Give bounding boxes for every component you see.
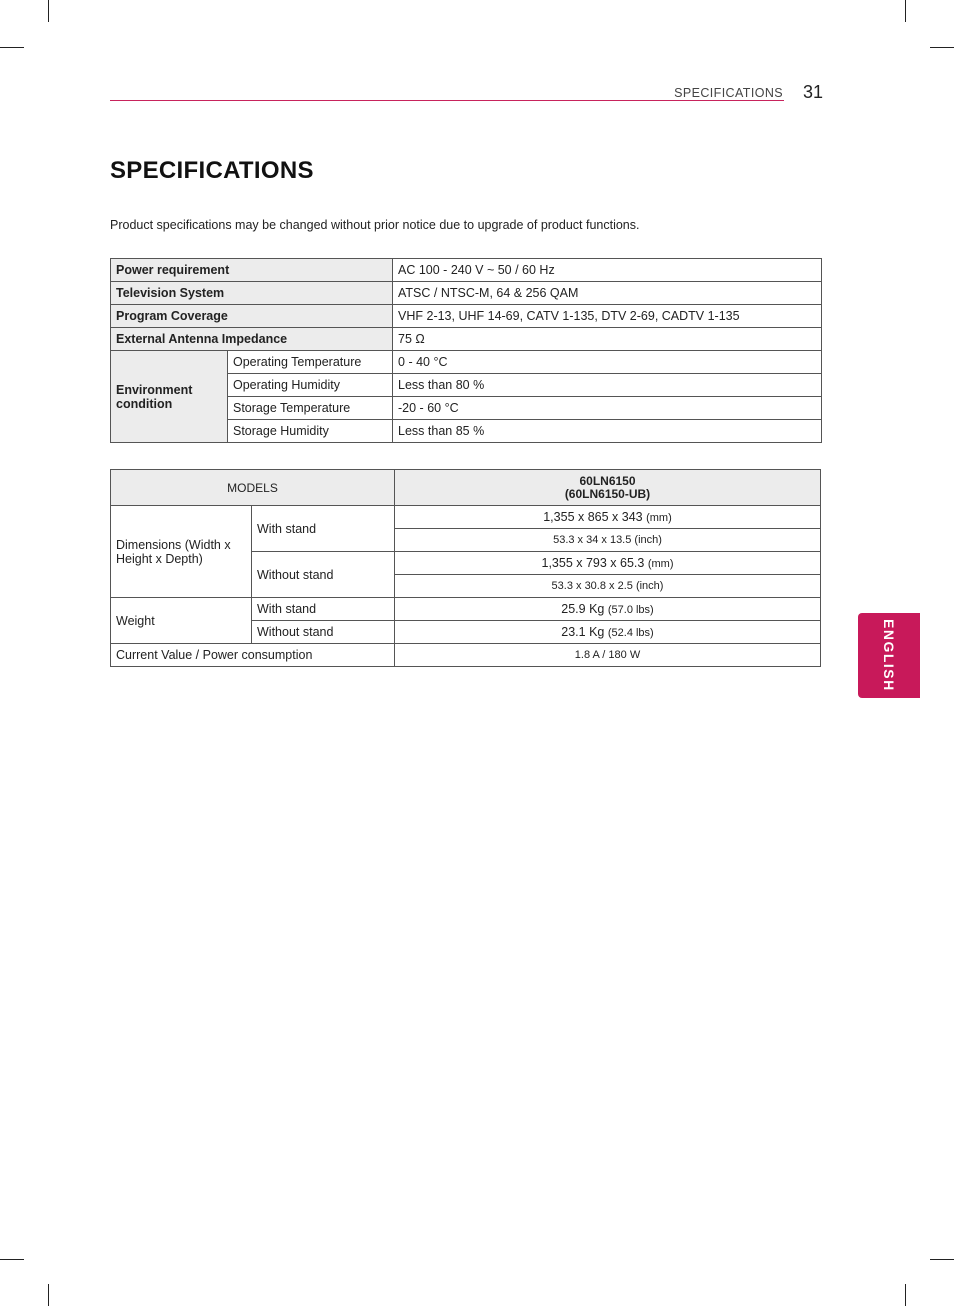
- model-name-header: [395, 470, 821, 506]
- crop-mark: [905, 1284, 906, 1306]
- dimensions-with-stand-mm: [395, 506, 821, 529]
- antenna-impedance-value: 75 Ω: [393, 328, 822, 351]
- crop-mark: [0, 47, 24, 48]
- header-section-label: SPECIFICATIONS: [674, 86, 783, 100]
- dimensions-value: 1,355 x 865 x 343: [543, 510, 643, 524]
- dimensions-label: Dimensions (Width x Height x Depth): [111, 506, 252, 598]
- without-stand-label: Without stand: [252, 552, 395, 598]
- crop-mark: [905, 0, 906, 22]
- weight-without-stand: [395, 621, 821, 644]
- environment-condition-label: [111, 351, 228, 443]
- weight-label: Weight: [111, 598, 252, 644]
- power-requirement-value: AC 100 - 240 V ~ 50 / 60 Hz: [393, 259, 822, 282]
- intro-text: Product specifications may be changed without prior notice due to upgrade of product functions.: [110, 218, 640, 232]
- table-row: [111, 259, 822, 282]
- models-header: MODELS: [111, 470, 395, 506]
- table-row: [111, 644, 821, 667]
- weight-with-stand: [395, 598, 821, 621]
- header-rule: [110, 100, 784, 101]
- table-row: [111, 506, 821, 529]
- env-label: Operating Humidity: [228, 374, 393, 397]
- crop-mark: [930, 1259, 954, 1260]
- dimensions-without-stand-mm: [395, 552, 821, 575]
- weight-lbs: (52.4 lbs): [607, 627, 654, 639]
- crop-mark: [48, 1284, 49, 1306]
- table-row: [111, 328, 822, 351]
- weight-lbs: (57.0 lbs): [607, 604, 654, 616]
- table-row: [111, 470, 821, 506]
- power-consumption-label: Current Value / Power consumption: [111, 644, 395, 667]
- env-value: -20 - 60 °C: [393, 397, 822, 420]
- crop-mark: [930, 47, 954, 48]
- model-name: 60LN6150: [579, 473, 636, 488]
- power-requirement-label: Power requirement: [111, 259, 393, 282]
- crop-mark: [48, 0, 49, 22]
- env-label: Storage Humidity: [228, 420, 393, 443]
- program-coverage-value: VHF 2-13, UHF 14-69, CATV 1-135, DTV 2-69, CADTV 1-135: [393, 305, 822, 328]
- env-label: Operating Temperature: [228, 351, 393, 374]
- unit-label: (mm): [647, 558, 674, 570]
- language-tab: [858, 613, 920, 698]
- weight-value: 25.9 Kg: [561, 602, 605, 616]
- table-row: [111, 305, 822, 328]
- page-number: 31: [803, 82, 824, 102]
- dimensions-without-stand-inch: 53.3 x 30.8 x 2.5 (inch): [395, 575, 821, 598]
- page-title: SPECIFICATIONS: [110, 157, 314, 184]
- program-coverage-label: Program Coverage: [111, 305, 393, 328]
- environment-label-line: Environment: [116, 382, 193, 397]
- spec-table: [110, 258, 822, 443]
- table-row: [111, 351, 822, 374]
- env-value: 0 - 40 °C: [393, 351, 822, 374]
- table-row: [111, 598, 821, 621]
- antenna-impedance-label: External Antenna Impedance: [111, 328, 393, 351]
- crop-mark: [0, 1259, 24, 1260]
- table-row: [111, 282, 822, 305]
- television-system-value: ATSC / NTSC-M, 64 & 256 QAM: [393, 282, 822, 305]
- weight-value: 23.1 Kg: [561, 625, 605, 639]
- language-tab-label: ENGLISH: [881, 619, 897, 692]
- environment-label-line: condition: [116, 396, 173, 411]
- power-consumption-value: 1.8 A / 180 W: [395, 644, 821, 667]
- with-stand-label: With stand: [252, 506, 395, 552]
- env-value: Less than 85 %: [393, 420, 822, 443]
- model-sub: (60LN6150-UB): [564, 486, 651, 501]
- env-value: Less than 80 %: [393, 374, 822, 397]
- television-system-label: Television System: [111, 282, 393, 305]
- env-label: Storage Temperature: [228, 397, 393, 420]
- without-stand-label: Without stand: [252, 621, 395, 644]
- models-table: [110, 469, 821, 667]
- unit-label: (mm): [646, 512, 672, 524]
- dimensions-value: 1,355 x 793 x 65.3: [541, 556, 645, 570]
- dimensions-with-stand-inch: 53.3 x 34 x 13.5 (inch): [395, 529, 821, 552]
- with-stand-label: With stand: [252, 598, 395, 621]
